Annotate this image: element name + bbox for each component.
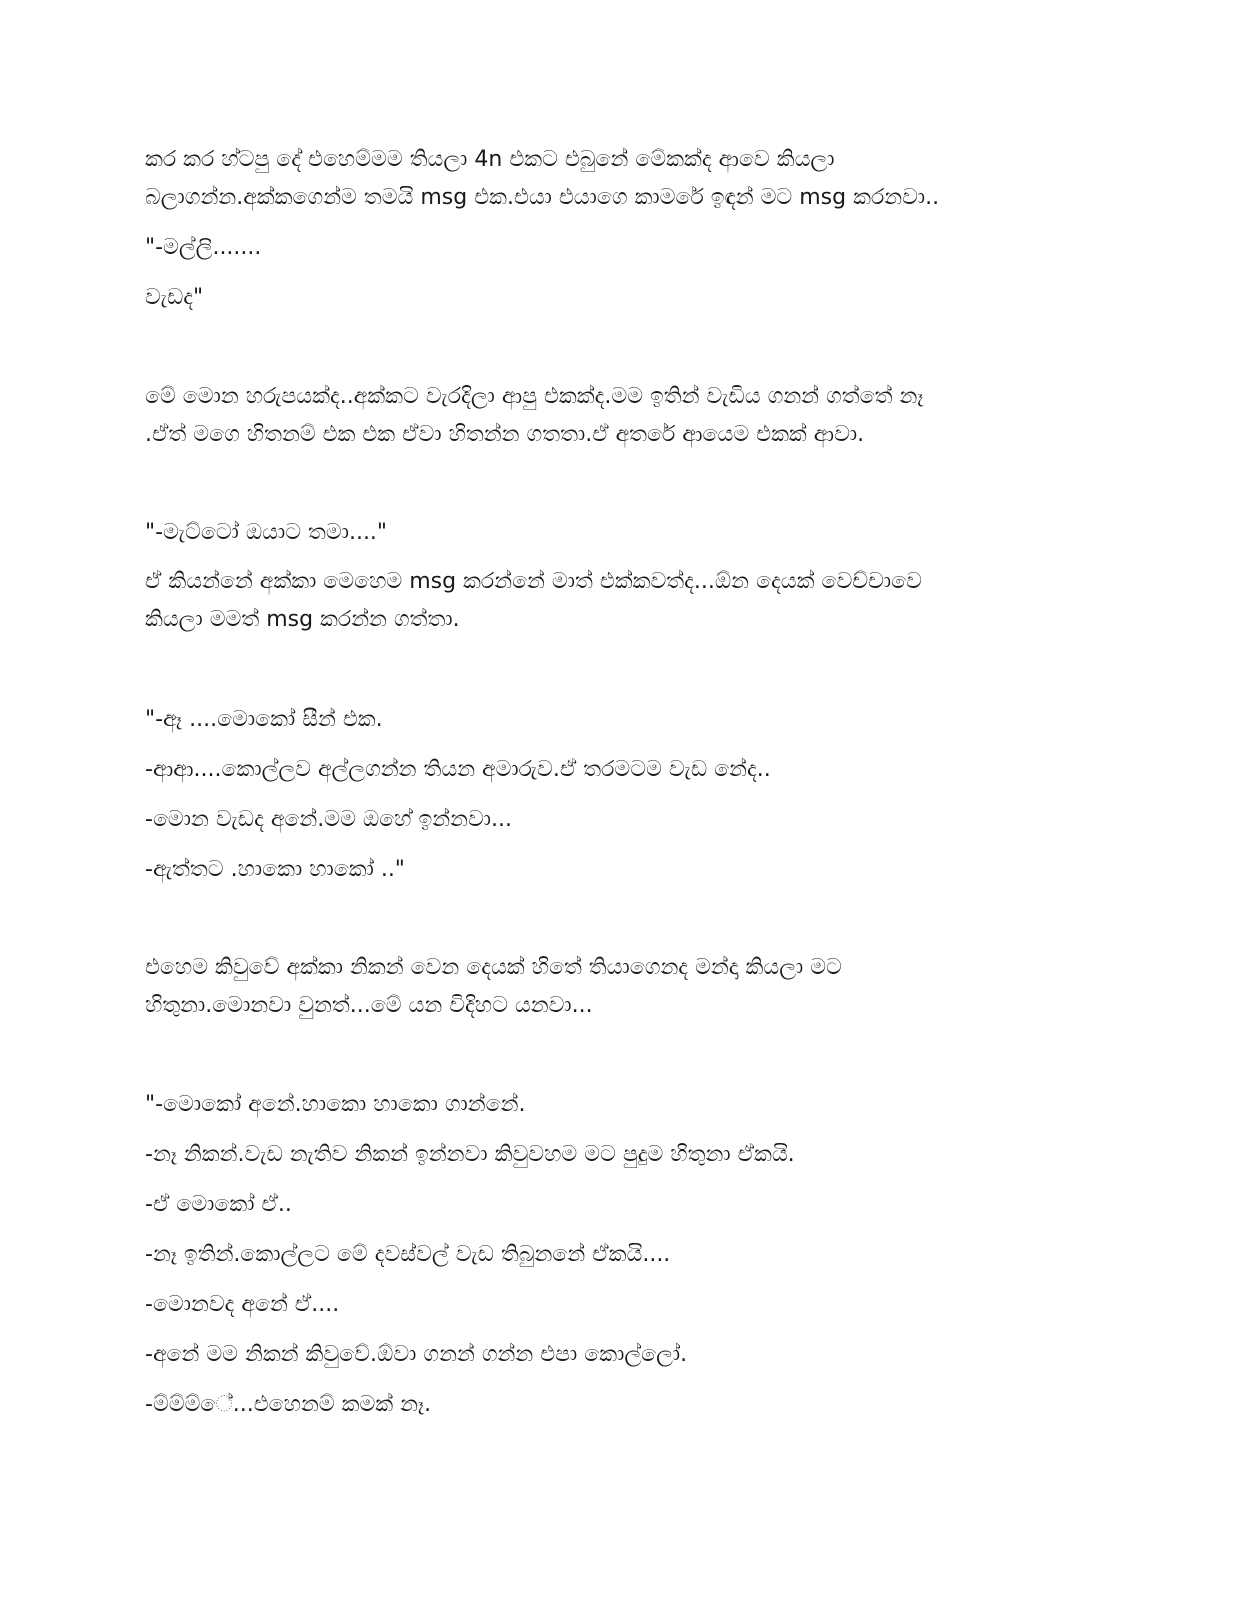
text-line: -ඒ මොකෝ ඒ..: [145, 1192, 292, 1217]
text-line: එහෙම කිවුවේ අක්කා නිකන් වෙන දෙයක් හිතේ තියාගෙනද මන්දා කියලා මට: [145, 955, 842, 980]
text-line: .ඒත් මගෙ හිතනම් එක එක ඒවා හිතන්න ගතතා.ඒ අතරේ ආයෙම එකක් ආවා.: [145, 422, 865, 447]
text-line: "-මල්ලි.......: [145, 235, 262, 260]
text-line: ඒ කියන්නේ අක්කා මෙහෙම msg කරන්නේ මාත් එක්කවත්ද...ඕන දෙයක් වෙච්චාවෙ: [145, 569, 922, 594]
text-line: -මොන වැඩද අනේ.මම ඔහේ ඉන්නවා...: [145, 807, 513, 832]
text-line: කර කර හ්ටපු දේ එහෙම්මම තියලා 4n එකට එබුනේ මේකක්ද ආවෙ කියලා: [145, 147, 835, 172]
text-line: මේ මොන හරුපයක්ද..අක්කට වැරදිලා ආපු එකක්ද.මම ඉතින් වැඩිය ගනන් ගත්තේ නෑ: [145, 384, 924, 409]
text-line: -ඇත්තට .හාකො හාකෝ ..": [145, 857, 405, 882]
text-line: -ආආ....කොල්ලව අල්ලගන්න තියන අමාරුව.ඒ තරමටම වැඩ නේද..: [145, 757, 771, 782]
text-line: "-මොකෝ අනේ.හාකො හාකො ගාන්නේ.: [145, 1092, 526, 1117]
text-line: -නෑ ඉතින්.කොල්ලට මේ දවස්වල් වැඩ තිබුනනේ ඒකයි....: [145, 1242, 671, 1267]
text-line: "-ඈ ....මොකෝ සීන් එක.: [145, 707, 383, 732]
text-line: -මොනවද අනේ ඒ....: [145, 1292, 340, 1317]
text-line: "-මැට්ටෝ ඔයාට තමා....": [145, 520, 388, 545]
text-line: -ම්ම්ම්ේ...එහෙනම් කමක් නෑ.: [145, 1392, 432, 1417]
text-line: කියලා මමත් msg කරන්න ගත්තා.: [145, 607, 460, 632]
text-line: හිතුනා.මොනවා වුනත්...මේ යන විදිහට යනවා...: [145, 993, 593, 1018]
text-line: -නෑ නිකන්.වැඩ නැතිව නිකන් ඉන්නවා කිවුවහම මට පුදුම හිතුනා ඒකයි.: [145, 1142, 795, 1167]
text-line: බලාගන්න.අක්කගෙන්ම තමයි msg එක.එයා එයාගෙ කාමරේ ඉඳන් මට msg කරනවා..: [145, 185, 940, 210]
text-line: -අනේ මම නිකන් කිවුවේ.ඕවා ගනන් ගන්න එපා කොල්ලෝ.: [145, 1342, 688, 1367]
text-line: වැඩද": [145, 285, 204, 310]
